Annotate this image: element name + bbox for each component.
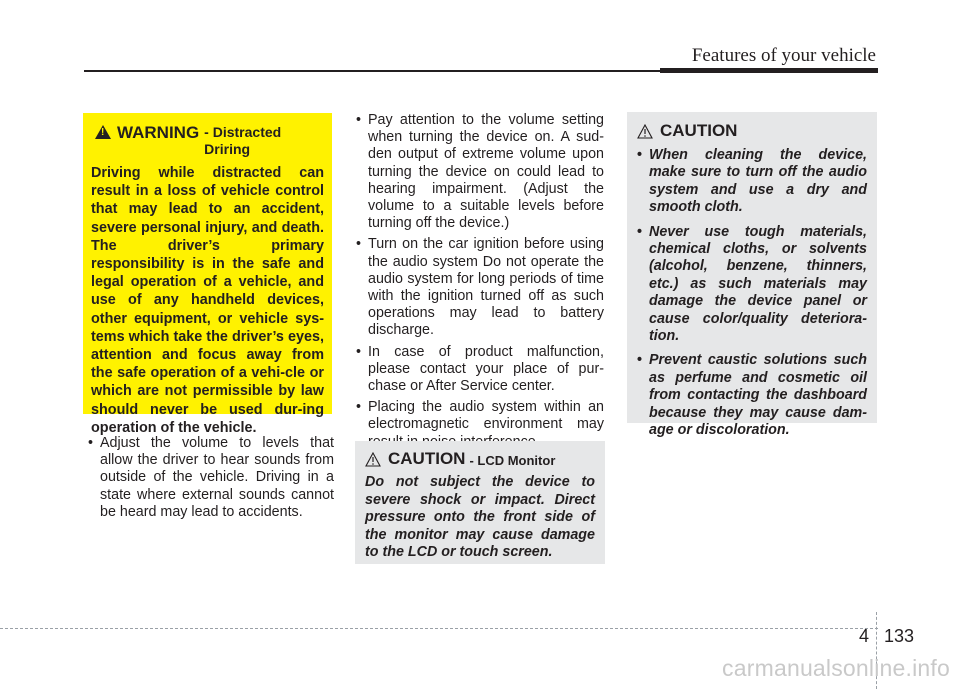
list-item: • Prevent caustic solutions such as perfume and cosmetic oil from contacting the dashboard because they may cause dam-age or discoloration. (637, 352, 867, 439)
lcd-caution-subtitle: - LCD Monitor (469, 452, 556, 468)
footer-rule (0, 628, 878, 629)
caution-list (637, 147, 867, 440)
caution-heading (637, 121, 867, 141)
lcd-caution-box (355, 441, 605, 564)
watermark: carmanualsonline.info (722, 655, 950, 681)
caution-box (627, 112, 877, 439)
warning-body: Driving while distracted can result in a loss of vehicle control that may lead to an accident, severe personal injury, and death. The driver’s primary responsibility is in the safe and legal operation of a vehicle, and use of any handheld devices, other equipment, or vehicle sys-tems which take the driver’s eyes, attention and focus away from the safe operation of a vehi-cle or which are not permissible by law should never be used dur-ing operation of the vehicle. (91, 165, 324, 436)
caution-label: CAUTION (660, 121, 738, 140)
list-item: • When cleaning the device, make sure to turn off the audio system and use a dry and smooth cloth. (637, 147, 867, 217)
caution-triangle-icon (637, 124, 653, 139)
lcd-caution-label: CAUTION (388, 449, 466, 468)
list-item: • Turn on the car ignition before using the audio system Do not operate the audio system for long periods of time with the ignition turned off as such operations may lead to battery discharge. (356, 236, 604, 339)
warning-label: WARNING (117, 123, 200, 142)
page-number: 133 (884, 626, 915, 646)
middle-bullet-list (356, 112, 604, 455)
lcd-caution-body: Do not subject the device to severe shock or impact. Direct pressure onto the front side of the monitor may cause damage to the LCD or touch screen. (365, 474, 595, 560)
warning-heading (95, 123, 324, 158)
list-item: • Pay attention to the volume setting when turning the device on. A sud-den output of extreme volume upon turning the device on could lead to hearing impairment. (Adjust the volume to a suitable levels before turning off the device.) (356, 112, 604, 232)
list-item: • Placing the audio system within an electromagnetic environment may (356, 399, 604, 451)
list-item: • Never use tough materials, chemical cloths, or solvents (alcohol, benzene, thinners, etc.) as such materials may damage the device panel or cause color/quality deteriora-tion. (637, 224, 867, 346)
warning-subtitle: - Distracted Driring (204, 124, 282, 157)
chapter-number: 4 (859, 626, 870, 646)
page-header-title: Features of your vehicle (691, 45, 876, 66)
warning-triangle-icon: ! (95, 125, 111, 139)
left-bullet-list (88, 435, 334, 525)
caution-triangle-icon (365, 452, 381, 467)
list-item: • Adjust the volume to levels that allow the driver to hear sounds from outside of the vehicle. Driving in a state where external sounds cannot be heard may lead to accidents. (88, 435, 334, 521)
warning-box (83, 113, 332, 436)
header-rule-accent (660, 68, 878, 73)
list-item: • In case of product malfunction, please contact your place of pur-chase or After Service center. (356, 344, 604, 396)
lcd-caution-heading (365, 449, 595, 469)
